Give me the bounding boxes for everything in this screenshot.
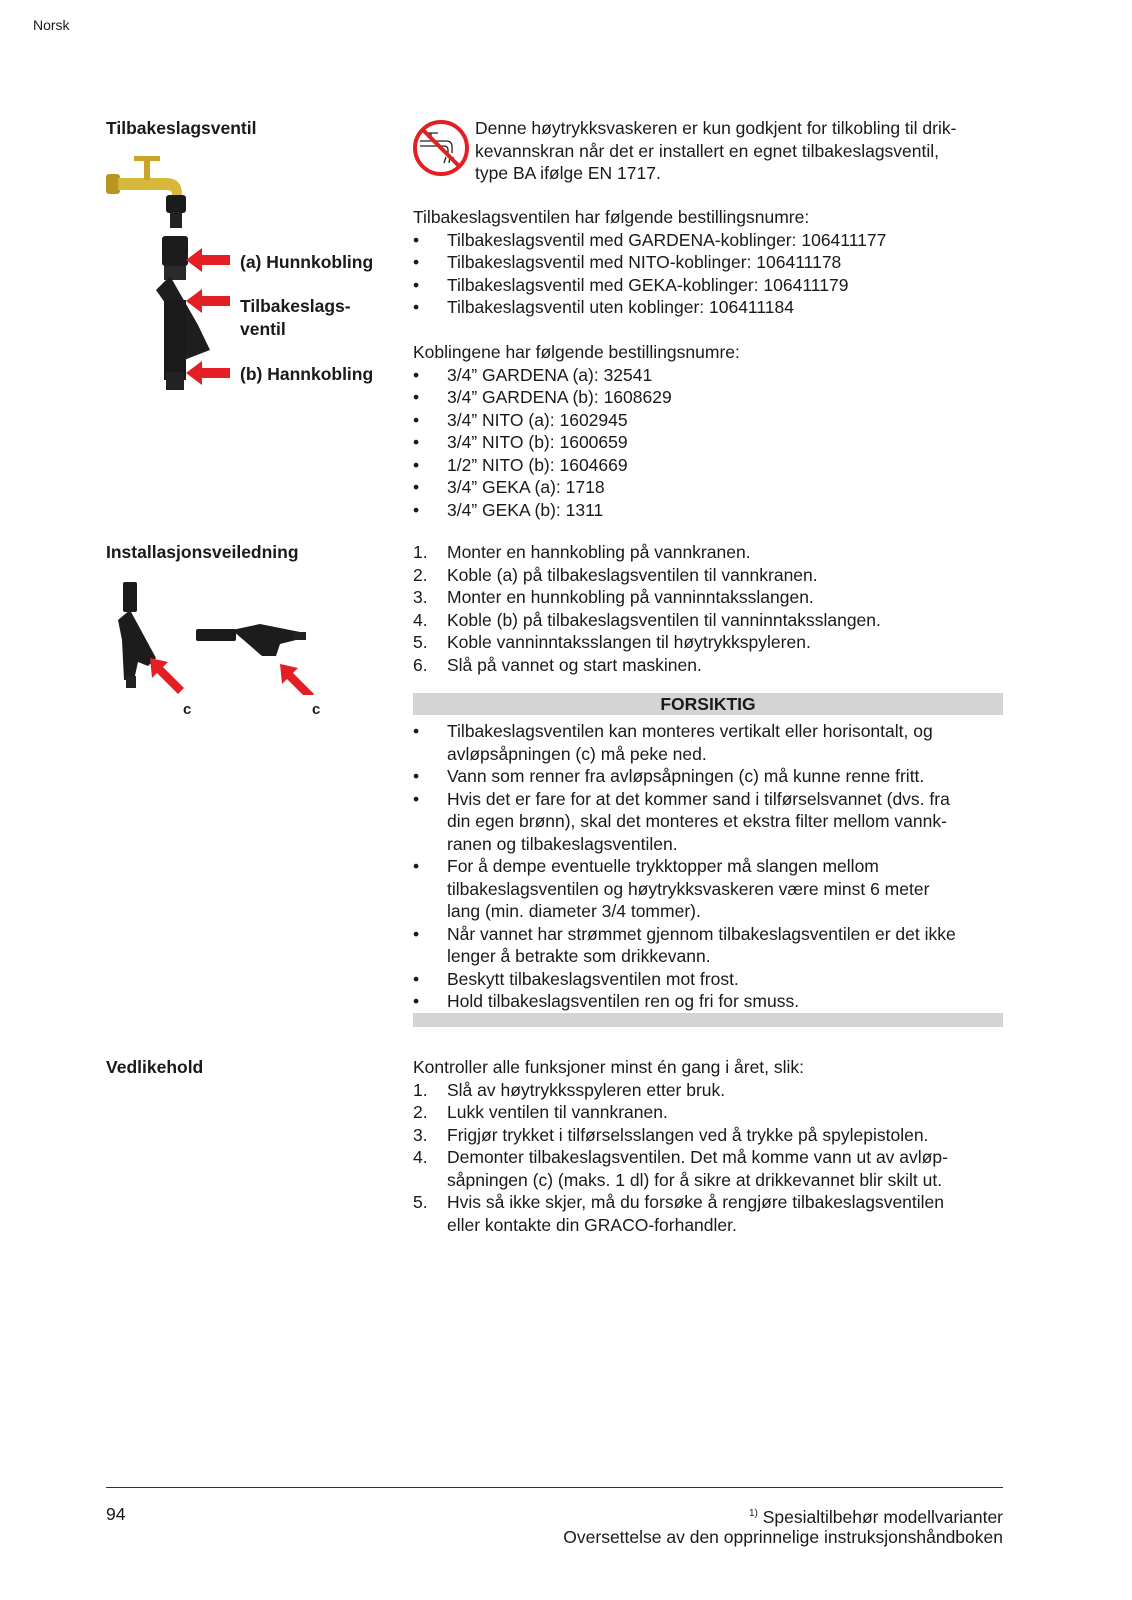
installation-steps [413,541,1013,676]
arrow-left-icon [186,289,230,313]
list-item: • Tilbakeslagsventil med GEKA-koblinger: 106411179 [413,274,849,295]
faucet-image [106,156,186,228]
list-item: 2. Koble (a) på tilbakeslagsventilen til vannkranen. [413,564,818,585]
arrow-up-left-icon [150,658,184,694]
warning-line: type BA ifølge EN 1717. [475,163,661,183]
no-drinking-tap-icon [412,119,470,177]
warning-line: Denne høytrykksvaskeren er kun godkjent for tilkobling til drik- [475,118,957,138]
list-item: 1. Slå av høytrykksspyleren etter bruk. [413,1079,726,1100]
arrow-left-icon [186,361,230,385]
list-item: 1. Monter en hannkobling på vannkranen. [413,542,751,562]
list-item: 2. Lukk ventilen til vannkranen. [413,1102,668,1122]
list-item: • Beskytt tilbakeslagsventilen mot frost. [413,968,739,989]
list-item: • Hold tilbakeslagsventilen ren og fri for smuss. [413,991,800,1011]
installation-figure [110,580,320,695]
arrow-left-icon [186,248,230,272]
translation-note: Oversettelse av den opprinnelige instruksjonshåndboken [563,1527,1003,1547]
footnote-text: Spesialtilbehør modellvarianter [762,1506,1003,1527]
caution-footer-bar [413,1013,1003,1027]
list-item: 4. Koble (b) på tilbakeslagsventilen til vanninntaksslangen. [413,609,881,630]
list-item: • Tilbakeslagsventilen kan monteres vertikalt eller horisontalt, og avløpsåpningen (c) må peke ned. [413,721,933,764]
list-item: 3. Monter en hunnkobling på vanninntaksslangen. [413,587,814,607]
list-item: • Tilbakeslagsventil uten koblinger: 106411184 [413,297,794,317]
list-item: • 3/4” GARDENA (b): 1608629 [413,387,672,407]
list-item: 6. Slå på vannet og start maskinen. [413,654,702,675]
warning-text [475,117,956,185]
list-item: • Tilbakeslagsventil med GARDENA-koblinger: 106411177 [413,229,887,250]
section-title-maintenance: Vedlikehold [106,1057,204,1077]
list-item: • Hvis det er fare for at det kommer sand i tilførselsvannet (dvs. fra din egen brønn), skal det monteres et ekstra filter mellom vannk- ranen og tilbakeslagsventilen. [413,788,950,854]
label-female-coupling: (a) Hunnkobling [240,252,374,272]
list-item: • Tilbakeslagsventil med NITO-koblinger: 106411178 [413,252,842,272]
maintenance-intro: Kontroller alle funksjoner minst én gang i året, slik: [413,1057,805,1077]
arrow-up-left-icon [280,664,314,695]
maintenance [413,1056,1013,1236]
footer-divider [106,1487,1003,1488]
drain-label-c: c [183,701,192,718]
list-item: • 3/4” GEKA (b): 1311 [413,499,604,520]
warning-line: kevannskran når det er installert en egnet tilbakeslagsventil, [475,140,940,161]
list-item: • 3/4” NITO (b): 1600659 [413,432,628,452]
label-check-valve-1: Tilbakeslags- [240,296,351,316]
footnote [749,1503,1003,1528]
page-language: Norsk [33,17,70,33]
list-item: • For å dempe eventuelle trykktopper må slangen mellom tilbakeslagsventilen og høytrykksvaskeren være minst 6 meter lang (min. diameter 3/4 tommer). [413,856,930,921]
list-item: • 3/4” NITO (a): 1602945 [413,409,628,430]
caution-list [413,720,1013,1013]
list-item: • 3/4” GARDENA (a): 32541 [413,364,653,385]
section-title-check-valve: Tilbakeslagsventil [106,118,257,138]
page-number: 94 [106,1504,126,1524]
list-item: 4. Demonter tilbakeslagsventilen. Det må komme vann ut av avløp- såpningen (c) (maks. 1 dl) for å sikre at drikkevannet blir skilt ut. [413,1147,948,1190]
list-item: • Vann som renner fra avløpsåpningen (c) må kunne renne fritt. [413,766,925,786]
list-item: 3. Frigjør trykket i tilførselsslangen ved å trykke på spylepistolen. [413,1124,929,1145]
drain-label-c: c [312,701,321,718]
section-title-installation: Installasjonsveiledning [106,542,299,562]
label-male-coupling: (b) Hannkobling [240,364,374,384]
list-item: • Når vannet har strømmet gjennom tilbakeslagsventilen er det ikke lenger å betrakte som drikkevann. [413,923,956,966]
order-intro: Tilbakeslagsventilen har følgende bestillingsnumre: [413,207,810,227]
list-item: 5. Hvis så ikke skjer, må du forsøke å rengjøre tilbakeslagsventilen eller kontakte din GRACO-forhandler. [413,1192,945,1235]
vertical-valve-image [118,582,156,688]
caution-heading: FORSIKTIG [413,693,1003,715]
coupling-intro: Koblingene har følgende bestillingsnumre: [413,342,740,362]
list-item: • 3/4” GEKA (a): 1718 [413,477,605,497]
footnote-mark: 1) [748,1508,758,1519]
list-item: 5. Koble vanninntaksslangen til høytrykkspyleren. [413,632,811,652]
label-check-valve-2: ventil [240,319,286,339]
coupling-numbers [413,341,1013,521]
order-numbers [413,206,1013,319]
arrows [186,248,232,388]
list-item: • 1/2” NITO (b): 1604669 [413,454,628,475]
horizontal-valve-image [196,624,306,656]
